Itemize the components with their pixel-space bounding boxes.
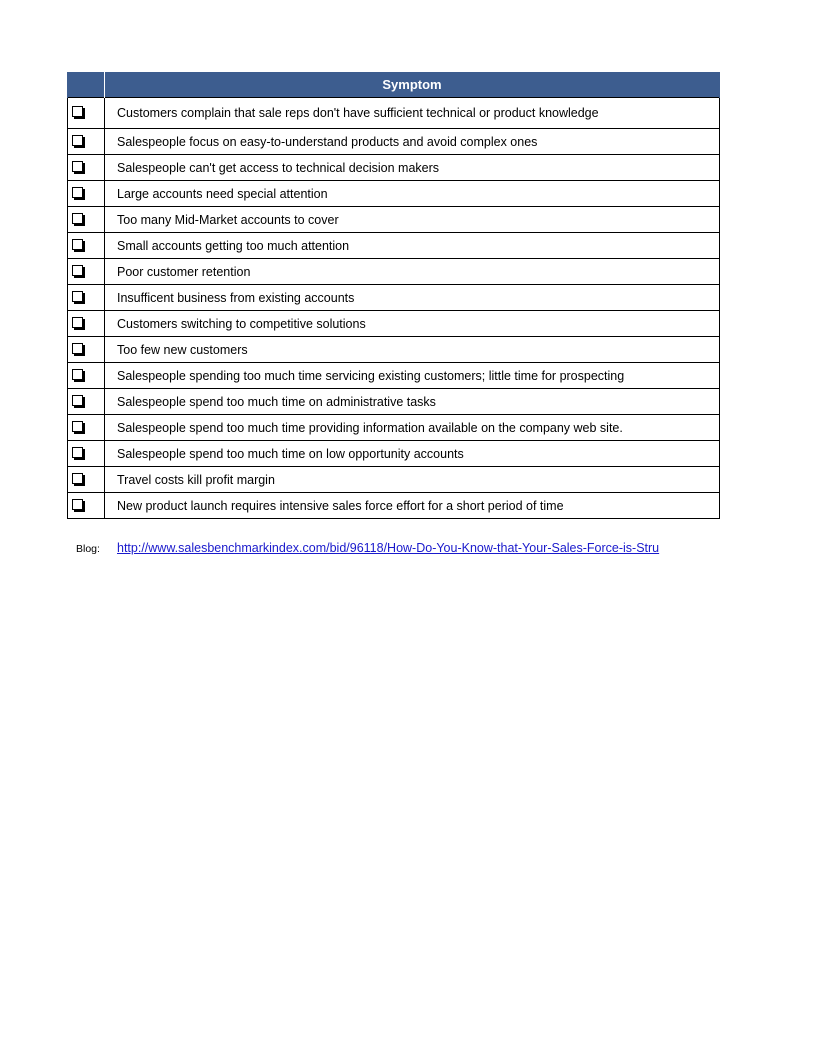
checkbox[interactable] [72, 187, 83, 198]
checkbox[interactable] [72, 473, 83, 484]
table-row [68, 363, 720, 389]
checkbox[interactable] [72, 369, 83, 380]
blog-line [76, 541, 719, 557]
checkbox[interactable] [72, 499, 83, 510]
checkbox[interactable] [72, 135, 83, 146]
checkbox[interactable] [72, 265, 83, 276]
checkbox-cell [68, 363, 105, 389]
table-row [68, 259, 720, 285]
checkbox[interactable] [72, 291, 83, 302]
checkbox-cell [68, 207, 105, 233]
symptom-text: Salespeople focus on easy-to-understand products and avoid complex ones [117, 134, 538, 149]
symptom-cell [105, 441, 720, 467]
symptom-text: Salespeople can't get access to technical decision makers [117, 160, 440, 175]
checkbox[interactable] [72, 317, 83, 328]
symptom-text: Customers switching to competitive solutions [117, 316, 366, 331]
symptom-text: Too many Mid-Market accounts to cover [117, 212, 339, 227]
table-row [68, 233, 720, 259]
checkbox-cell [68, 389, 105, 415]
checkbox-column-header [68, 72, 105, 98]
symptom-cell [105, 467, 720, 493]
blog-label: Blog: [76, 543, 100, 555]
table-row [68, 441, 720, 467]
table-header-row [68, 72, 720, 98]
symptom-cell [105, 311, 720, 337]
symptom-text: New product launch requires intensive sales force effort for a short period of time [117, 498, 564, 513]
table-row [68, 207, 720, 233]
symptom-cell [105, 363, 720, 389]
table-row [68, 98, 720, 129]
symptom-cell [105, 389, 720, 415]
symptom-cell [105, 181, 720, 207]
table-row [68, 415, 720, 441]
symptom-cell [105, 207, 720, 233]
checkbox-cell [68, 98, 105, 129]
symptom-text: Travel costs kill profit margin [117, 472, 275, 487]
symptom-cell [105, 155, 720, 181]
symptom-text: Salespeople spend too much time on low opportunity accounts [117, 446, 464, 461]
checkbox-cell [68, 155, 105, 181]
table-row [68, 181, 720, 207]
checkbox-cell [68, 441, 105, 467]
table-row [68, 337, 720, 363]
checkbox-cell [68, 337, 105, 363]
symptom-cell [105, 98, 720, 129]
table-row [68, 311, 720, 337]
symptom-text: Insufficent business from existing accounts [117, 290, 355, 305]
table-row [68, 467, 720, 493]
checkbox[interactable] [72, 106, 83, 117]
table-row [68, 389, 720, 415]
checkbox-cell [68, 233, 105, 259]
checkbox-cell [68, 259, 105, 285]
symptom-text: Customers complain that sale reps don't have sufficient technical or product knowledge [117, 106, 599, 120]
checkbox[interactable] [72, 161, 83, 172]
table-row [68, 155, 720, 181]
checkbox[interactable] [72, 239, 83, 250]
symptom-rows [68, 98, 720, 519]
symptom-text: Poor customer retention [117, 264, 251, 279]
symptom-text: Salespeople spending too much time servicing existing customers; little time for prospecting [117, 368, 625, 383]
table-row [68, 285, 720, 311]
symptom-text: Salespeople spend too much time on administrative tasks [117, 394, 436, 409]
symptom-text: Salespeople spend too much time providing information available on the company web site. [117, 420, 623, 435]
checkbox[interactable] [72, 447, 83, 458]
symptom-cell [105, 415, 720, 441]
checkbox-cell [68, 311, 105, 337]
checkbox-cell [68, 181, 105, 207]
symptom-column-header: Symptom [105, 72, 720, 98]
symptom-cell [105, 493, 720, 519]
symptom-cell [105, 233, 720, 259]
checkbox-cell [68, 129, 105, 155]
checkbox[interactable] [72, 343, 83, 354]
symptom-text: Small accounts getting too much attention [117, 238, 350, 253]
blog-link[interactable]: http://www.salesbenchmarkindex.com/bid/96118/How-Do-You-Know-that-Your-Sales-Force-is-Stru [117, 541, 660, 555]
symptom-cell [105, 285, 720, 311]
table-row [68, 493, 720, 519]
checkbox[interactable] [72, 395, 83, 406]
symptom-table [67, 72, 720, 519]
checkbox-cell [68, 285, 105, 311]
symptom-checklist [67, 72, 719, 519]
symptom-text: Too few new customers [117, 342, 248, 357]
checkbox-cell [68, 415, 105, 441]
symptom-text: Large accounts need special attention [117, 186, 328, 201]
symptom-cell [105, 337, 720, 363]
symptom-cell [105, 259, 720, 285]
checkbox-cell [68, 493, 105, 519]
checkbox[interactable] [72, 213, 83, 224]
checkbox-cell [68, 467, 105, 493]
symptom-cell [105, 129, 720, 155]
checkbox[interactable] [72, 421, 83, 432]
table-row [68, 129, 720, 155]
